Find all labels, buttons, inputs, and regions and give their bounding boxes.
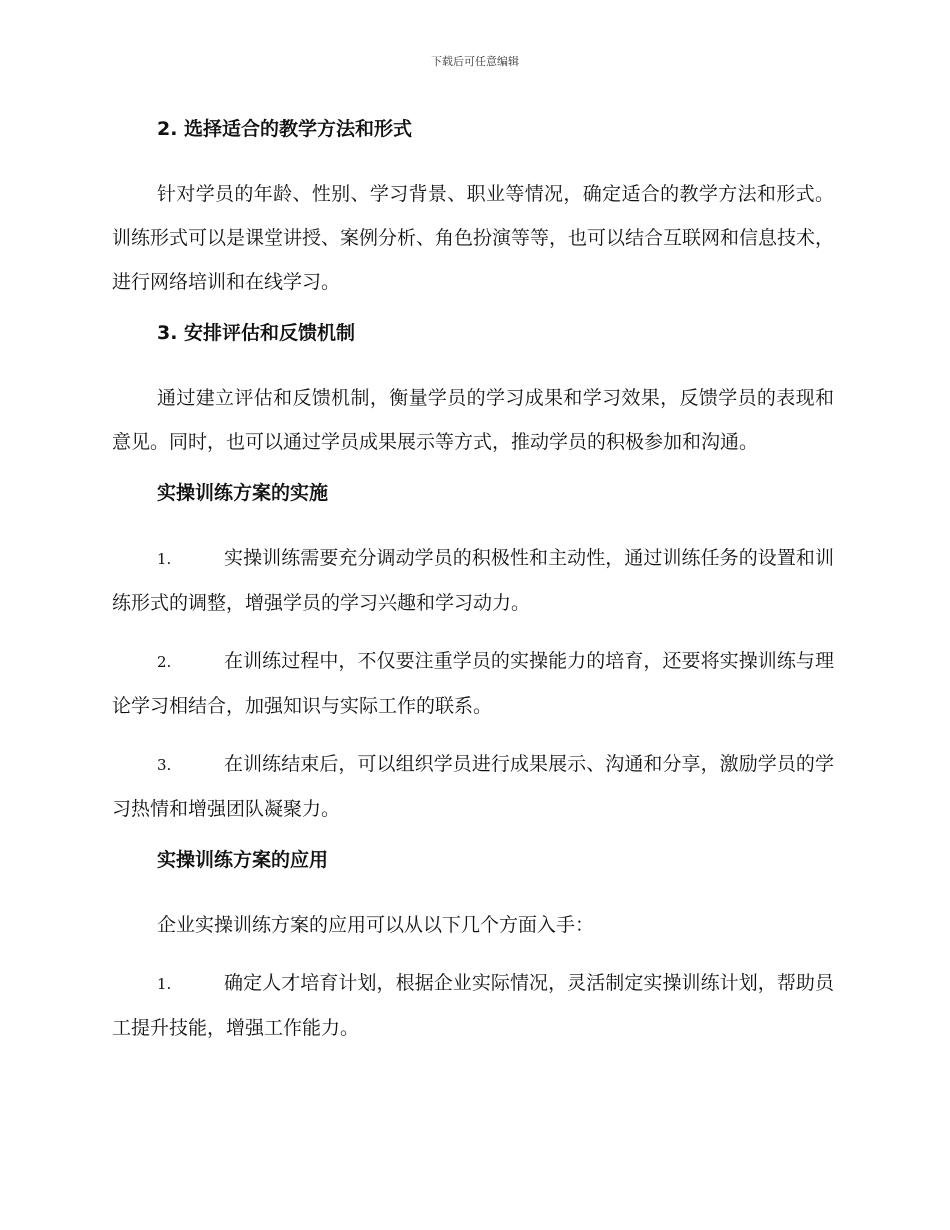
list-number: 2.: [157, 653, 172, 671]
document-body: [112, 114, 834, 1050]
spacer: [112, 508, 834, 536]
list-item: [112, 742, 834, 831]
section-heading-teaching-methods: 2. 选择适合的教学方法和形式: [157, 118, 413, 140]
header-note: 下载后可任意编辑: [431, 55, 519, 68]
spacer: [112, 728, 834, 742]
list-item-text: 确定人才培育计划，根据企业实际情况，灵活制定实操训练计划，帮助员工提升技能，增强工作能力。: [112, 972, 834, 1039]
spacer: [112, 464, 834, 478]
spacer: [112, 625, 834, 639]
spacer: [112, 831, 834, 845]
list-item-text: 在训练过程中，不仅要注重学员的实操能力的培育，还要将实操训练与理论学习相结合，加强知识与实际工作的联系。: [112, 650, 834, 717]
list-number: 1.: [157, 975, 172, 993]
section-heading-evaluation: 3. 安排评估和反馈机制: [157, 322, 356, 344]
section-heading-application: 实操训练方案的应用: [157, 849, 329, 871]
list-item: [112, 536, 834, 625]
paragraph-evaluation: 通过建立评估和反馈机制，衡量学员的学习成果和学习效果，反馈学员的表现和意见。同时，也可以通过学员成果展示等方式，推动学员的积极参加和沟通。: [112, 387, 834, 453]
list-item-text: 在训练结束后，可以组织学员进行成果展示、沟通和分享，激励学员的学习热情和增强团队凝聚力。: [112, 753, 834, 820]
spacer: [112, 947, 834, 961]
list-number: 1.: [157, 550, 172, 568]
spacer: [112, 144, 834, 172]
spacer: [112, 875, 834, 903]
paragraph-application-intro: 企业实操训练方案的应用可以从以下几个方面入手：: [157, 914, 595, 936]
list-item: [112, 961, 834, 1050]
section-heading-implementation: 实操训练方案的实施: [157, 482, 329, 504]
list-item: [112, 639, 834, 728]
spacer: [112, 304, 834, 318]
list-number: 3.: [157, 756, 172, 774]
paragraph-teaching-methods: 针对学员的年龄、性别、学习背景、职业等情况，确定适合的教学方法和形式。训练形式可以是课堂讲授、案例分析、角色扮演等等，也可以结合互联网和信息技术，进行网络培训和在线学习。: [112, 183, 835, 293]
list-item-text: 实操训练需要充分调动学员的积极性和主动性，通过训练任务的设置和训练形式的调整，增强学员的学习兴趣和学习动力。: [112, 547, 834, 614]
spacer: [112, 348, 834, 376]
